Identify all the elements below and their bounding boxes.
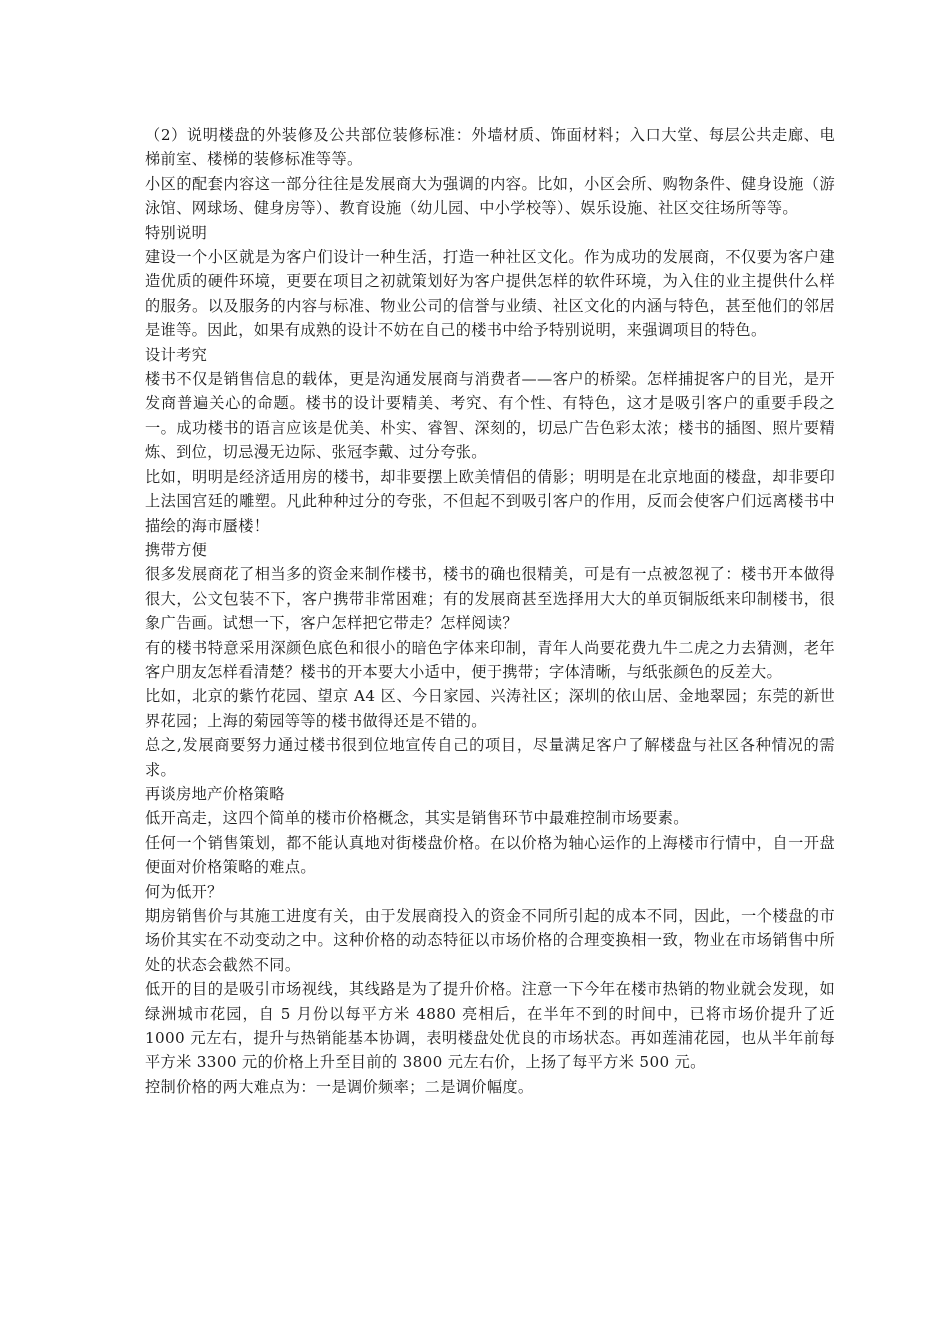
paragraph-exterior-finish-standards: （2）说明楼盘的外装修及公共部位装修标准：外墙材质、饰面材料；入口大堂、每层公共走廊、电梯前室、楼梯的装修标准等等。	[145, 126, 835, 169]
paragraph-presale-price: 期房销售价与其施工进度有关，由于发展商投入的资金不同所引起的成本不同，因此，一个楼盘的市场价其实在不动变动之中。这种价格的动态特征以市场价格的合理变换相一致，物业在市场销售中所处的状态会截然不同。	[145, 907, 835, 974]
paragraph-sales-planning: 任何一个销售策划，都不能认真地对街楼盘价格。在以价格为轴心运作的上海楼市行情中，自一开盘便面对价格策略的难点。	[145, 833, 835, 877]
heading-pricing-strategy: 再谈房地产价格策略	[145, 784, 285, 803]
heading-special-notes: 特别说明	[145, 223, 208, 242]
heading-design-quality: 设计考究	[145, 345, 208, 364]
document-page	[145, 123, 835, 1099]
paragraph-community-culture: 建设一个小区就是为客户们设计一种生活，打造一种社区文化。作为成功的发展商，不仅要为客户建造优质的硬件环境，更要在项目之初就策划好为客户提供怎样的软件环境，为入住的业主提供什么样的服务。以及服务的内容与标准、物业公司的信誉与业绩、社区文化的内涵与特色，甚至他们的邻居是谁等。因此，如果有成熟的设计不妨在自己的楼书中给予特别说明，来强调项目的特色。	[145, 248, 835, 340]
paragraph-community-facilities: 小区的配套内容这一部分往往是发展商大为强调的内容。比如，小区会所、购物条件、健身设施（游泳馆、网球场、健身房等）、教育设施（幼儿园、中小学校等）、娱乐设施、社区交往场所等等。	[145, 174, 835, 218]
heading-what-is-low-open: 何为低开？	[145, 882, 223, 901]
heading-portability: 携带方便	[145, 540, 208, 559]
paragraph-summary: 总之,发展商要努力通过楼书很到位地宣传自己的项目，尽量满足客户了解楼盘与社区各种情况的需求。	[145, 736, 835, 779]
paragraph-low-open-purpose: 低开的目的是吸引市场视线，其线路是为了提升价格。注意一下今年在楼市热销的物业就会发现，如绿洲城市花园，自 5 月份以每平方米 4880 亮相后，在半年不到的时间中，已将市场价提升了近 1000 元左右，提升与热销能基本协调，表明楼盘处优良的市场状态。再如莲浦花园，也从半年前每平方米 3300 元的价格上升至目前的 3800 元左右价，上扬了每平方米 500 元。	[145, 980, 835, 1072]
paragraph-low-open-high-go: 低开高走，这四个简单的楼市价格概念，其实是销售环节中最难控制市场要素。	[145, 809, 689, 828]
paragraph-exaggeration-example: 比如，明明是经济适用房的楼书，却非要摆上欧美情侣的倩影；明明是在北京地面的楼盘，却非要印上法国宫廷的雕塑。凡此种种过分的夸张，不但起不到吸引客户的作用，反而会使客户们远离楼书中描绘的海市蜃楼！	[145, 467, 835, 535]
paragraph-price-control-difficulties: 控制价格的两大难点为：一是调价频率；二是调价幅度。	[145, 1077, 534, 1096]
paragraph-readability: 有的楼书特意采用深颜色底色和很小的暗色字体来印制，青年人尚要花费九牛二虎之力去猜测，老年客户朋友怎样看清楚？楼书的开本要大小适中，便于携带；字体清晰，与纸张颜色的反差大。	[145, 638, 835, 681]
paragraph-good-examples: 比如，北京的紫竹花园、望京 A4 区、今日家园、兴涛社区；深圳的依山居、金地翠园；东莞的新世界花园；上海的菊园等等的楼书做得还是不错的。	[145, 687, 835, 730]
paragraph-brochure-size: 很多发展商花了相当多的资金来制作楼书，楼书的确也很精美，可是有一点被忽视了：楼书开本做得很大，公文包装不下，客户携带非常困难；有的发展商甚至选择用大大的单页铜版纸来印制楼书，很象广告画。试想一下，客户怎样把它带走？怎样阅读？	[145, 565, 835, 633]
paragraph-brochure-design: 楼书不仅是销售信息的载体，更是沟通发展商与消费者——客户的桥梁。怎样捕捉客户的目光，是开发商普遍关心的命题。楼书的设计要精美、考究、有个性、有特色，这才是吸引客户的重要手段之一。成功楼书的语言应该是优美、朴实、睿智、深刻的，切忌广告色彩太浓；楼书的插图、照片要精炼、到位，切忌漫无边际、张冠李戴、过分夸张。	[145, 370, 835, 462]
